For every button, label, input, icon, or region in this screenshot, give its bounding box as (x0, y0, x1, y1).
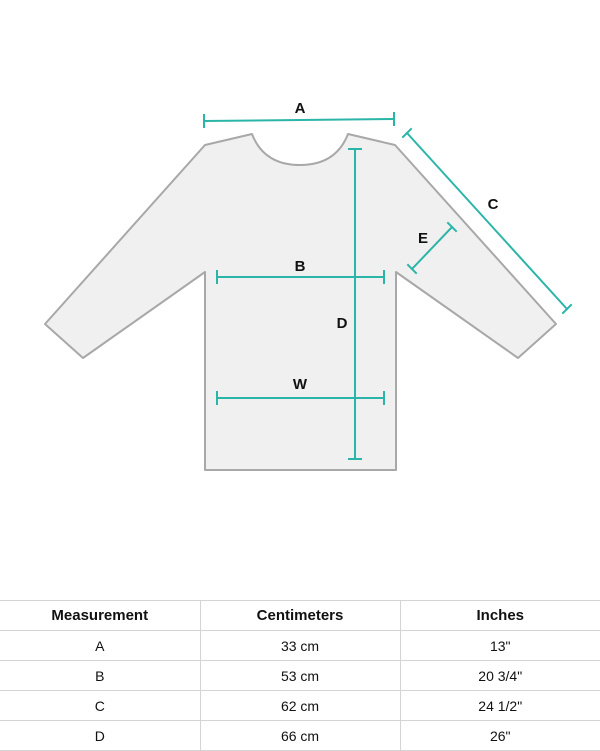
cell-centimeters: 53 cm (200, 661, 400, 691)
cell-measurement: A (0, 631, 200, 661)
table-row (0, 691, 600, 721)
label-a: A (294, 100, 306, 117)
cell-measurement: B (0, 661, 200, 691)
table-row (0, 661, 600, 691)
cell-inches: 13" (400, 631, 600, 661)
cell-inches: 20 3/4" (400, 661, 600, 691)
table-row (0, 721, 600, 751)
label-d: D (336, 315, 348, 332)
cell-centimeters: 66 cm (200, 721, 400, 751)
label-e: E (417, 230, 429, 247)
table-header-row (0, 601, 600, 631)
cell-measurement: C (0, 691, 200, 721)
label-c: C (487, 196, 499, 213)
header-centimeters: Centimeters (200, 601, 400, 631)
cell-inches: 24 1/2" (400, 691, 600, 721)
sweater-silhouette (45, 134, 556, 470)
label-w: W (292, 376, 308, 393)
table-row (0, 631, 600, 661)
cell-centimeters: 62 cm (200, 691, 400, 721)
cell-measurement: D (0, 721, 200, 751)
label-b: B (294, 258, 306, 275)
cell-inches: 26" (400, 721, 600, 751)
header-measurement: Measurement (0, 601, 200, 631)
cell-centimeters: 33 cm (200, 631, 400, 661)
size-table (0, 600, 600, 751)
header-inches: Inches (400, 601, 600, 631)
